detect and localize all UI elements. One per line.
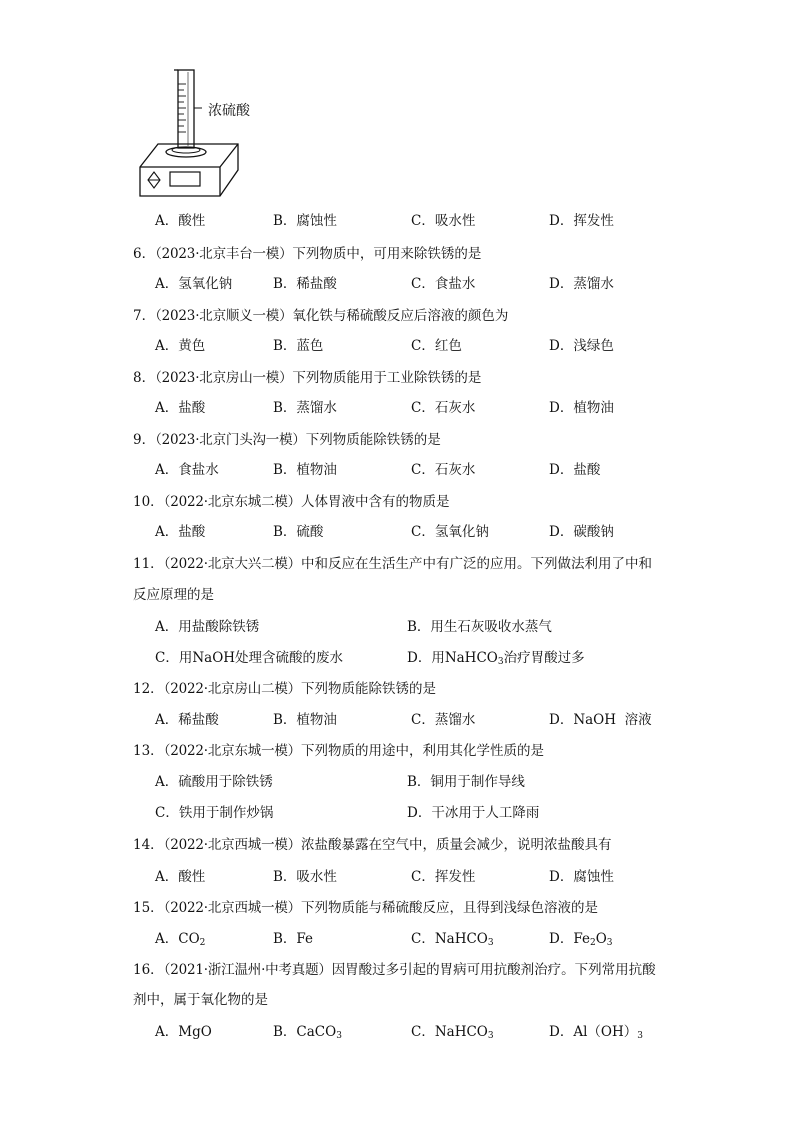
option-a[interactable]: A．酸性	[155, 869, 206, 885]
balance-with-cylinder-icon	[130, 62, 270, 202]
option-b[interactable]: B．铜用于制作导线	[407, 774, 525, 790]
question-stem: 浓盐酸暴露在空气中，质量会减少，说明浓盐酸具有	[301, 837, 612, 853]
option-d[interactable]: D．挥发性	[549, 213, 614, 229]
option-c[interactable]: C．食盐水	[411, 276, 476, 292]
option-text: B．CaCO	[273, 1024, 337, 1040]
option-c[interactable]	[411, 1021, 494, 1043]
question-stem: 因胃酸过多引起的胃病可用抗酸剂治疗。下列常用抗酸	[331, 962, 656, 978]
option-a[interactable]: A．盐酸	[155, 524, 206, 540]
question-stem: 中和反应在生活生产中有广泛的应用。下列做法利用了中和	[301, 556, 652, 572]
question-source: （2023·北京丰台一模）	[155, 246, 293, 262]
option-d[interactable]: D．NaOH 溶液	[549, 712, 652, 728]
option-d[interactable]: D．浅绿色	[549, 338, 614, 354]
question-stem: 下列物质的用途中，利用其化学性质的是	[301, 743, 544, 759]
option-c[interactable]: C．用NaOH处理含硫酸的废水	[155, 650, 344, 666]
question-source: （2023·北京顺义一模）	[155, 308, 293, 324]
option-c[interactable]: C．石灰水	[411, 400, 476, 416]
option-text: C．NaHCO	[411, 1024, 488, 1040]
option-d-text: D．用NaHCO	[407, 650, 498, 666]
option-a[interactable]: A．稀盐酸	[155, 712, 219, 728]
option-a[interactable]: A．酸性	[155, 213, 206, 229]
question-source: （2022·北京房山二模）	[163, 681, 301, 697]
question-stem-continued: 反应原理的是	[133, 587, 214, 603]
q11-options-row1	[155, 616, 755, 638]
question-source: （2022·北京西城一模）	[163, 900, 301, 916]
option-b[interactable]: B．蒸馏水	[273, 400, 337, 416]
option-b[interactable]: B．用生石灰吸收水蒸气	[407, 619, 552, 635]
option-a[interactable]	[155, 928, 205, 950]
q15-options	[155, 928, 755, 950]
balance-figure	[130, 62, 270, 202]
subscript: 3	[336, 1031, 342, 1041]
option-a[interactable]: A．硫酸用于除铁锈	[155, 774, 273, 790]
option-tail: O	[595, 931, 607, 947]
question-source: （2022·北京西城一模）	[163, 837, 301, 853]
subscript: 3	[487, 1031, 494, 1041]
option-c[interactable]: C．铁用于制作炒锅	[155, 805, 274, 821]
question-source: （2022·北京大兴二模）	[163, 556, 301, 572]
option-d[interactable]: D．植物油	[549, 400, 614, 416]
question-source: （2022·北京东城二模）	[163, 494, 301, 510]
option-b[interactable]: B．植物油	[273, 712, 337, 728]
option-text: A．MgO	[155, 1024, 212, 1040]
option-b[interactable]: B．植物油	[273, 462, 337, 478]
question-15	[133, 898, 598, 918]
option-c[interactable]: C．红色	[411, 338, 462, 354]
question-number: 15．	[133, 900, 164, 916]
question-9	[133, 430, 441, 450]
option-a[interactable]	[155, 1021, 212, 1043]
option-d[interactable]: D．干冰用于人工降雨	[407, 805, 540, 821]
question-13	[133, 741, 544, 761]
option-d[interactable]: D．碳酸钠	[549, 524, 614, 540]
question-number: 11．	[133, 556, 164, 572]
question-stem: 下列物质能与稀硫酸反应，且得到浅绿色溶液的是	[301, 900, 598, 916]
option-a[interactable]: A．食盐水	[155, 462, 219, 478]
figure-label: 浓硫酸	[208, 103, 250, 119]
question-stem: 人体胃液中含有的物质是	[301, 494, 450, 510]
option-d[interactable]: D．盐酸	[549, 462, 601, 478]
option-c[interactable]: C．挥发性	[411, 869, 476, 885]
question-source: （2023·北京门头沟一模）	[155, 432, 306, 448]
subscript: 3	[637, 1031, 643, 1041]
question-stem: 下列物质能用于工业除铁锈的是	[292, 370, 482, 386]
question-6	[133, 244, 481, 264]
option-d[interactable]	[407, 647, 585, 669]
question-number: 12．	[133, 681, 164, 697]
option-text: D．Al（OH）	[549, 1024, 638, 1040]
option-b[interactable]	[273, 928, 313, 950]
question-11	[133, 554, 652, 574]
question-stem: 下列物质能除铁锈的是	[305, 432, 441, 448]
option-d[interactable]: D．蒸馏水	[549, 276, 614, 292]
option-d[interactable]	[549, 1021, 643, 1043]
option-c[interactable]: C．石灰水	[411, 462, 476, 478]
option-text: A．CO	[155, 931, 200, 947]
option-c[interactable]: C．蒸馏水	[411, 712, 476, 728]
q16-options	[155, 1021, 755, 1043]
q8-options	[155, 397, 755, 419]
option-b[interactable]: B．蓝色	[273, 338, 324, 354]
question-10	[133, 492, 450, 512]
question-11-line2	[133, 585, 214, 605]
option-text: C．NaHCO	[411, 931, 488, 947]
q12-options	[155, 709, 755, 731]
question-16-line2	[133, 990, 268, 1010]
option-a[interactable]: A．黄色	[155, 338, 206, 354]
option-a[interactable]: A．用盐酸除铁锈	[155, 619, 260, 635]
q7-options	[155, 335, 755, 357]
question-stem-continued: 剂中，属于氧化物的是	[133, 992, 268, 1008]
question-number: 10．	[133, 494, 164, 510]
option-c[interactable]	[411, 928, 494, 950]
option-text: B．Fe	[273, 931, 314, 947]
question-stem: 下列物质中，可用来除铁锈的是	[292, 246, 482, 262]
q13-options-row2	[155, 802, 755, 824]
question-source: （2022·北京东城一模）	[163, 743, 301, 759]
q10-options	[155, 521, 755, 543]
option-b[interactable]	[273, 1021, 342, 1043]
option-c[interactable]: C．氢氧化钠	[411, 524, 489, 540]
q9-options	[155, 459, 755, 481]
question-number: 6．	[133, 246, 156, 262]
q6-options	[155, 273, 755, 295]
subscript: 3	[487, 938, 494, 948]
subscript: 3	[606, 938, 613, 948]
option-b[interactable]: B．吸水性	[273, 869, 337, 885]
question-7	[133, 306, 508, 326]
option-text: D．Fe	[549, 931, 590, 947]
option-b[interactable]: B．腐蚀性	[273, 213, 337, 229]
option-b[interactable]: B．稀盐酸	[273, 276, 337, 292]
option-c[interactable]: C．吸水性	[411, 213, 476, 229]
subscript: 2	[199, 938, 206, 948]
option-d[interactable]: D．腐蚀性	[549, 869, 614, 885]
q5-options	[155, 210, 755, 232]
question-8	[133, 368, 481, 388]
question-number: 9．	[133, 432, 156, 448]
option-d-tail: 治疗胃酸过多	[503, 650, 585, 666]
question-16	[133, 960, 656, 980]
question-12	[133, 679, 436, 699]
subscript: 3	[497, 657, 504, 667]
question-number: 16．	[133, 962, 164, 978]
question-stem: 氧化铁与稀硫酸反应后溶液的颜色为	[292, 308, 509, 324]
option-d[interactable]	[549, 928, 613, 950]
q11-options-row2	[155, 647, 755, 669]
subscript: 2	[589, 938, 596, 948]
question-number: 13．	[133, 743, 164, 759]
option-b[interactable]: B．硫酸	[273, 524, 324, 540]
question-source: （2023·北京房山一模）	[155, 370, 293, 386]
question-number: 8．	[133, 370, 156, 386]
q13-options-row1	[155, 771, 755, 793]
option-a[interactable]: A．盐酸	[155, 400, 206, 416]
question-14	[133, 835, 612, 855]
question-stem: 下列物质能除铁锈的是	[301, 681, 436, 697]
question-number: 7．	[133, 308, 156, 324]
question-source: （2021·浙江温州·中考真题）	[163, 962, 332, 978]
q14-options	[155, 866, 755, 888]
option-a[interactable]: A．氢氧化钠	[155, 276, 233, 292]
question-number: 14．	[133, 837, 164, 853]
